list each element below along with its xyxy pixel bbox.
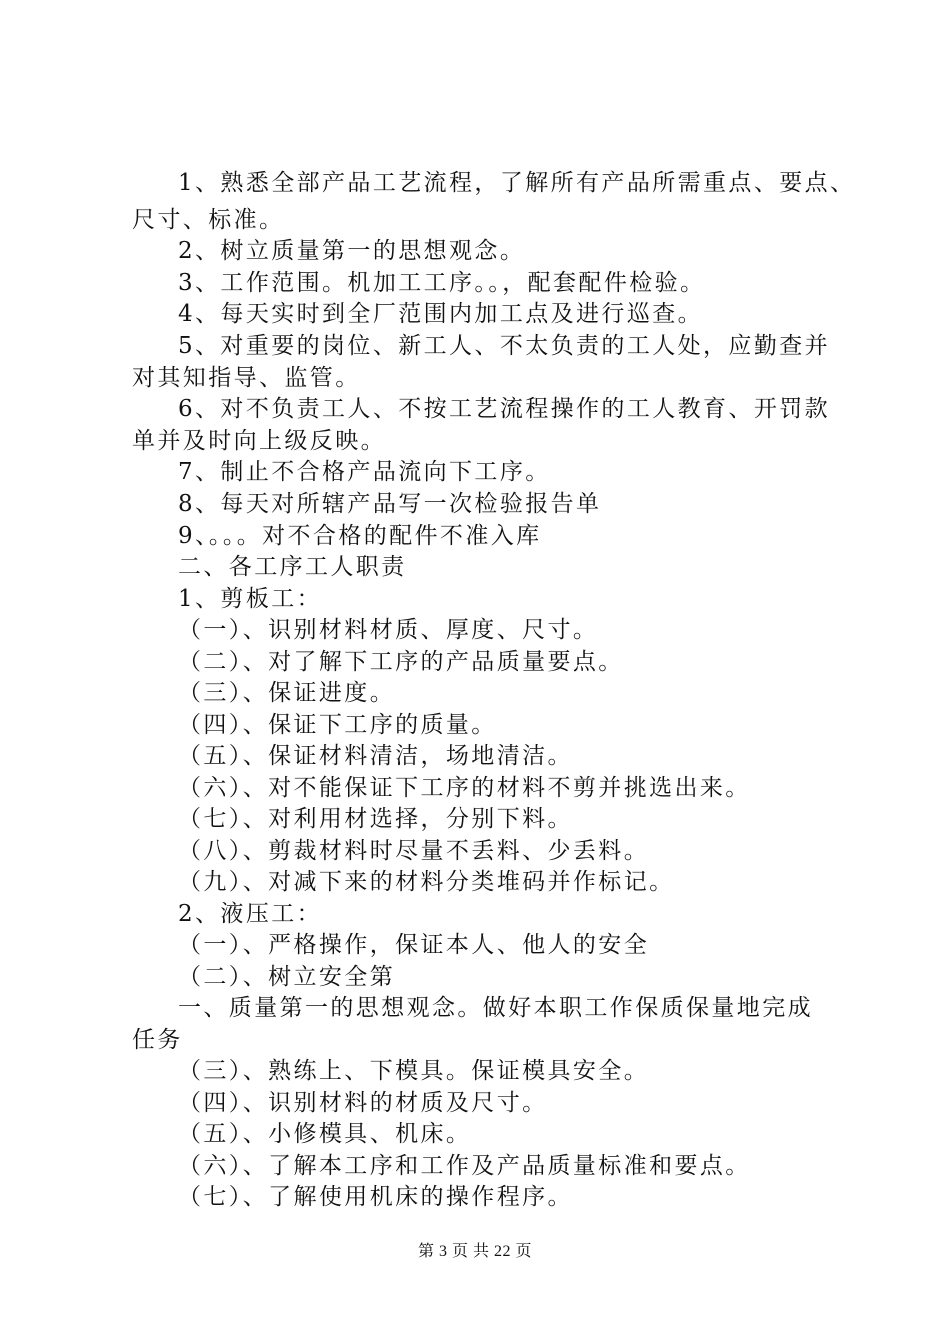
text-line: 8、每天对所辖产品写一次检验报告单 <box>178 491 602 517</box>
list-item: （三）、保证进度。 <box>178 680 396 706</box>
list-item: （七）、对利用材选择，分别下料。 <box>178 806 573 832</box>
text-line: 1、熟悉全部产品工艺流程，了解所有产品所需重点、要点、 <box>178 170 856 196</box>
list-item: （五）、小修模具、机床。 <box>178 1121 472 1147</box>
list-item: （一）、识别材料材质、厚度、尺寸。 <box>178 617 599 643</box>
list-item: （二）、树立安全第 <box>178 964 396 990</box>
list-item: （四）、识别材料的材质及尺寸。 <box>178 1090 548 1116</box>
list-item: （九）、对减下来的材料分类堆码并作标记。 <box>178 869 675 895</box>
subsection-heading: 1、剪板工： <box>178 586 323 612</box>
text-line: 6、对不负责工人、不按工艺流程操作的工人教育、开罚款 <box>178 396 831 422</box>
page-number-footer: 第 3 页 共 22 页 <box>417 1243 532 1260</box>
text-line: 9、。。。对不合格的配件不准入库 <box>178 523 542 549</box>
subsection-heading: 2、液压工： <box>178 901 323 927</box>
text-line: 3、工作范围。机加工工序。。，配套配件检验。 <box>178 270 706 296</box>
list-item: （六）、了解本工序和工作及产品质量标准和要点。 <box>178 1153 751 1179</box>
list-item: （二）、对了解下工序的产品质量要点。 <box>178 649 624 675</box>
list-item: （八）、剪裁材料时尽量不丢料、少丢料。 <box>178 838 650 864</box>
list-item: （六）、对不能保证下工序的材料不剪并挑选出来。 <box>178 775 751 801</box>
text-line: 一、质量第一的思想观念。做好本职工作保质保量地完成 <box>178 995 813 1021</box>
text-line: 5、对重要的岗位、新工人、不太负责的工人处，应勤查并 <box>178 333 831 359</box>
list-item: （七）、了解使用机床的操作程序。 <box>178 1184 573 1210</box>
text-line: 对其知指导、监管。 <box>132 365 361 391</box>
list-item: （四）、保证下工序的质量。 <box>178 712 497 738</box>
list-item: （一）、严格操作，保证本人、他人的安全 <box>178 932 650 958</box>
text-line: 任务 <box>132 1027 183 1053</box>
text-line: 7、制止不合格产品流向下工序。 <box>178 459 551 485</box>
text-line: 尺寸、标准。 <box>132 207 285 233</box>
list-item: （三）、熟练上、下模具。保证模具安全。 <box>178 1058 650 1084</box>
text-line: 4、每天实时到全厂范围内加工点及进行巡查。 <box>178 301 704 327</box>
section-heading: 二、各工序工人职责 <box>178 554 407 580</box>
text-line: 2、树立质量第一的思想观念。 <box>178 238 526 264</box>
list-item: （五）、保证材料清洁，场地清洁。 <box>178 743 573 769</box>
text-line: 单并及时向上级反映。 <box>132 428 386 454</box>
